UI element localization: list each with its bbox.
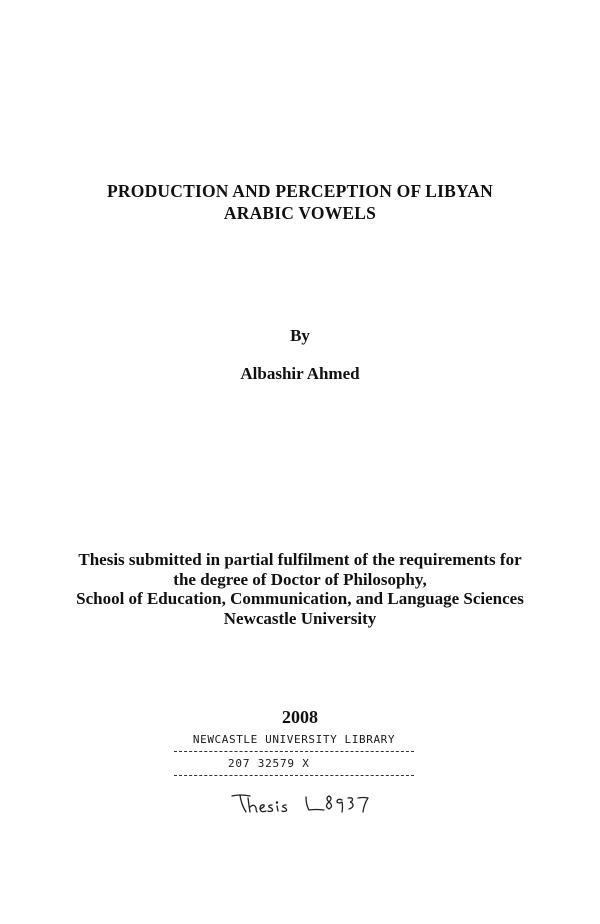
- stamp-divider-bottom: [174, 775, 414, 776]
- title-line-1: PRODUCTION AND PERCEPTION OF LIBYAN: [107, 181, 493, 201]
- stamp-divider-top: [174, 751, 414, 752]
- byline: By: [290, 326, 310, 345]
- handwritten-shelfmark: [226, 790, 376, 820]
- library-stamp: [174, 733, 414, 780]
- title-line-2: ARABIC VOWELS: [223, 203, 377, 223]
- handwritten-shelfmark-icon: [226, 790, 376, 820]
- submission-line-4: Newcastle University: [223, 608, 377, 628]
- submission-year: 2008: [282, 707, 318, 727]
- submission-statement: [0, 550, 600, 628]
- submission-line-3: School of Education, Communication, and Language Sciences: [76, 589, 524, 608]
- author-name: Albashir Ahmed: [240, 364, 360, 383]
- submission-line-2: the degree of Doctor of Philosophy,: [173, 569, 427, 589]
- submission-line-1: Thesis submitted in partial fulfilment of the requirements for: [78, 550, 522, 569]
- thesis-title: [0, 180, 600, 224]
- accession-number: 207 32579 X: [228, 757, 310, 770]
- library-name: NEWCASTLE UNIVERSITY LIBRARY: [192, 733, 396, 746]
